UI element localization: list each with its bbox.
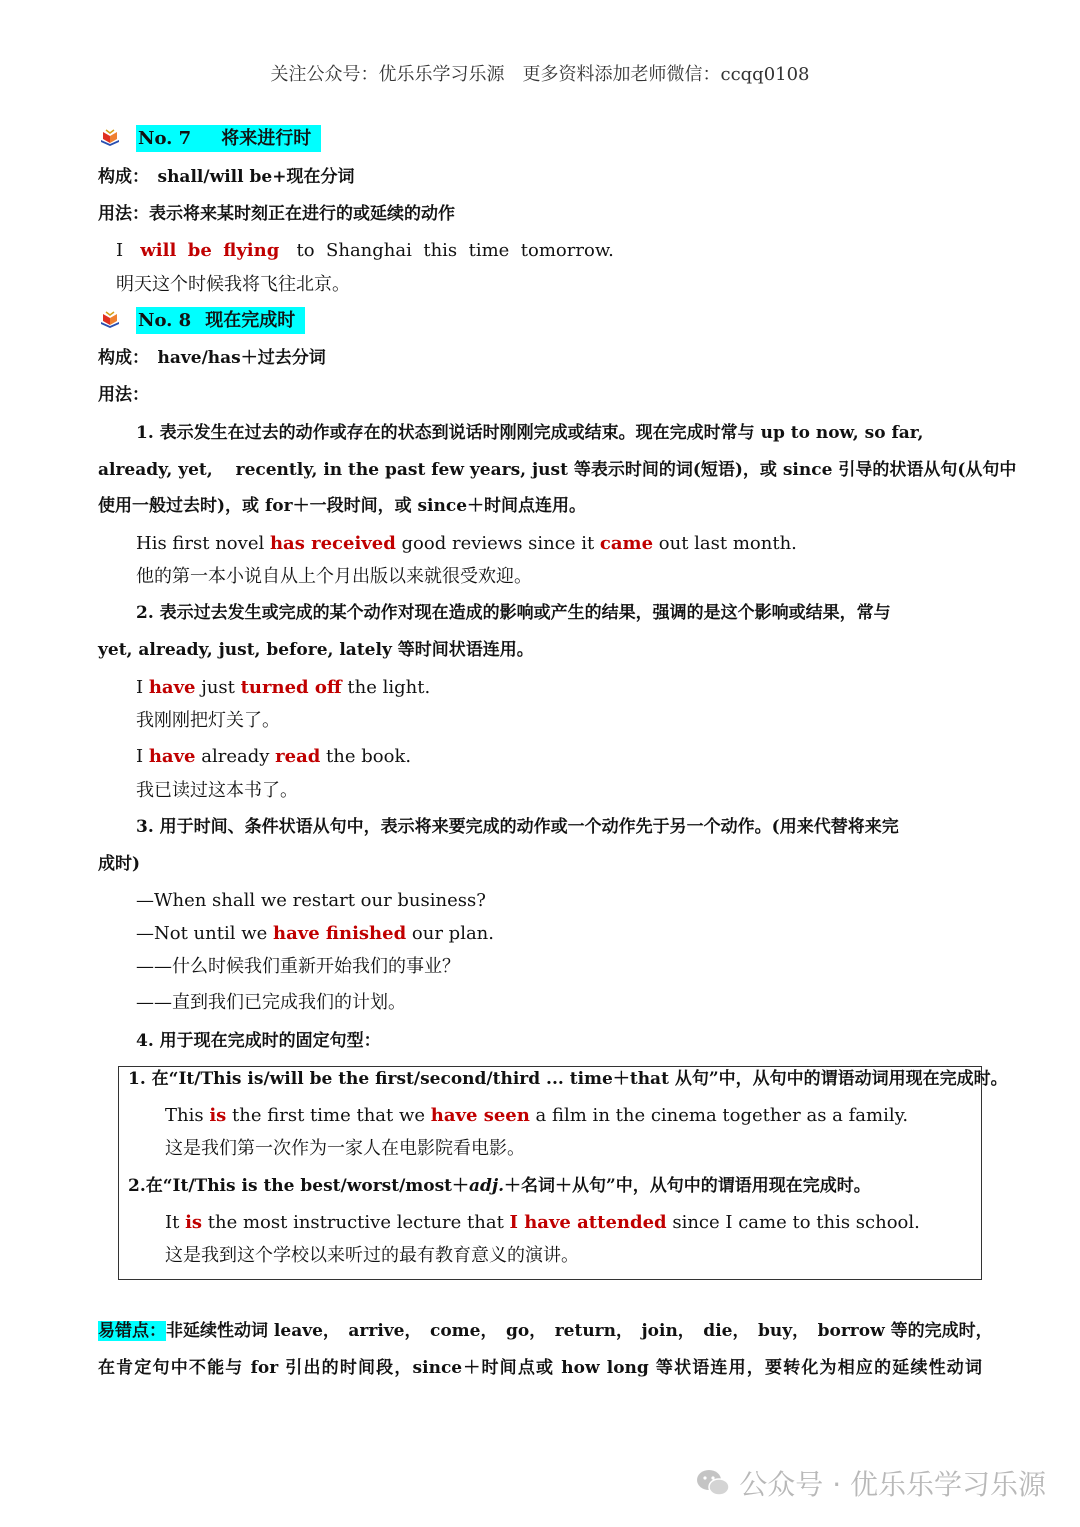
example-translation: 我刚刚把灯关了。 — [136, 710, 280, 731]
rule-2-line-2: yet, already, just, before, lately 等时间状语连用。 — [98, 640, 534, 660]
form-line: 构成： have/has＋过去分词 — [98, 348, 326, 368]
example-sentence: It is the most instructive lecture that I have attended since I came to this school. — [165, 1212, 920, 1233]
dialogue-line: —Not until we have finished our plan. — [136, 923, 494, 944]
example-translation: 这是我到这个学校以来听过的最有教育意义的演讲。 — [165, 1245, 579, 1266]
dialogue-translation: ——什么时候我们重新开始我们的事业？ — [136, 956, 460, 977]
wechat-icon — [695, 1468, 731, 1498]
rule-3-line-1: 3. 用于时间、条件状语从句中，表示将来要完成的动作或一个动作先于另一个动作。(用来代替将来完 — [136, 817, 899, 837]
rule-2-line-1: 2. 表示过去发生或完成的某个动作对现在造成的影响或产生的结果，强调的是这个影响或结果，常与 — [136, 603, 891, 623]
watermark — [695, 1463, 1046, 1503]
rule-3-line-2: 成时) — [98, 854, 141, 874]
common-mistake-line-1: 易错点：非延续性动词 leave， arrive， come， go， return， join， die， buy， borrow 等的完成时， — [98, 1321, 993, 1341]
rule-1-line-1: 1. 表示发生在过去的动作或存在的状态到说话时刚刚完成或结束。现在完成时常与 up to now, so far, — [136, 423, 924, 443]
example-translation: 明天这个时候我将飞往北京。 — [116, 274, 350, 295]
example-sentence: I have already read the book. — [136, 746, 412, 767]
usage-label: 用法： — [98, 385, 149, 405]
example-translation: 这是我们第一次作为一家人在电影院看电影。 — [165, 1138, 525, 1159]
example-translation: 我已读过这本书了。 — [136, 780, 298, 801]
section-7-heading — [136, 130, 321, 148]
example-translation: 他的第一本小说自从上个月出版以来就很受欢迎。 — [136, 566, 532, 587]
section-title: 将来进行时 — [221, 128, 312, 149]
common-mistake-label: 易错点： — [98, 1321, 166, 1341]
dialogue-line: —When shall we restart our business? — [136, 890, 486, 911]
pattern-1-rule: 1. 在“It/This is/will be the first/second/third ... time＋that 从句”中，从句中的谓语动词用现在完成时。 — [128, 1069, 1008, 1089]
book-icon — [98, 310, 122, 330]
pattern-2-rule: 2.在“It/This is the best/worst/most＋adj.＋名词＋从句”中，从句中的谓语用现在完成时。 — [128, 1176, 871, 1196]
common-mistake-line-2: 在肯定句中不能与 for 引出的时间段，since＋时间点或 how long 等状语连用，要转化为相应的延续性动词 — [98, 1358, 982, 1378]
rule-4-line: 4. 用于现在完成时的固定句型： — [136, 1031, 381, 1051]
example-sentence: His first novel has received good reviews since it came out last month. — [136, 533, 797, 554]
section-number: No. 8 — [138, 310, 192, 331]
example-sentence: I have just turned off the light. — [136, 677, 431, 698]
example-sentence: I will be flying to Shanghai this time tomorrow. — [116, 240, 614, 261]
dialogue-translation: ——直到我们已完成我们的计划。 — [136, 992, 406, 1013]
rule-1-line-2: already, yet, recently, in the past few years, just 等表示时间的词(短语)，或 since 引导的状语从句(从句中 — [98, 460, 1017, 480]
usage-line: 用法：表示将来某时刻正在进行的或延续的动作 — [98, 204, 455, 224]
example-sentence: This is the first time that we have seen a film in the cinema together as a family. — [165, 1105, 909, 1126]
form-line: 构成： shall/will be+现在分词 — [98, 167, 355, 187]
watermark-text: 公众号 · 优乐乐学习乐源 — [739, 1468, 1046, 1501]
section-title: 现在完成时 — [205, 310, 296, 331]
section-number: No. 7 — [138, 128, 192, 149]
rule-1-line-3: 使用一般过去时)，或 for＋一段时间，或 since＋时间点连用。 — [98, 496, 587, 516]
section-8-heading — [136, 312, 305, 330]
page-header: 关注公众号：优乐乐学习乐源 更多资料添加老师微信：ccqq0108 — [270, 64, 810, 85]
book-icon — [98, 128, 122, 148]
